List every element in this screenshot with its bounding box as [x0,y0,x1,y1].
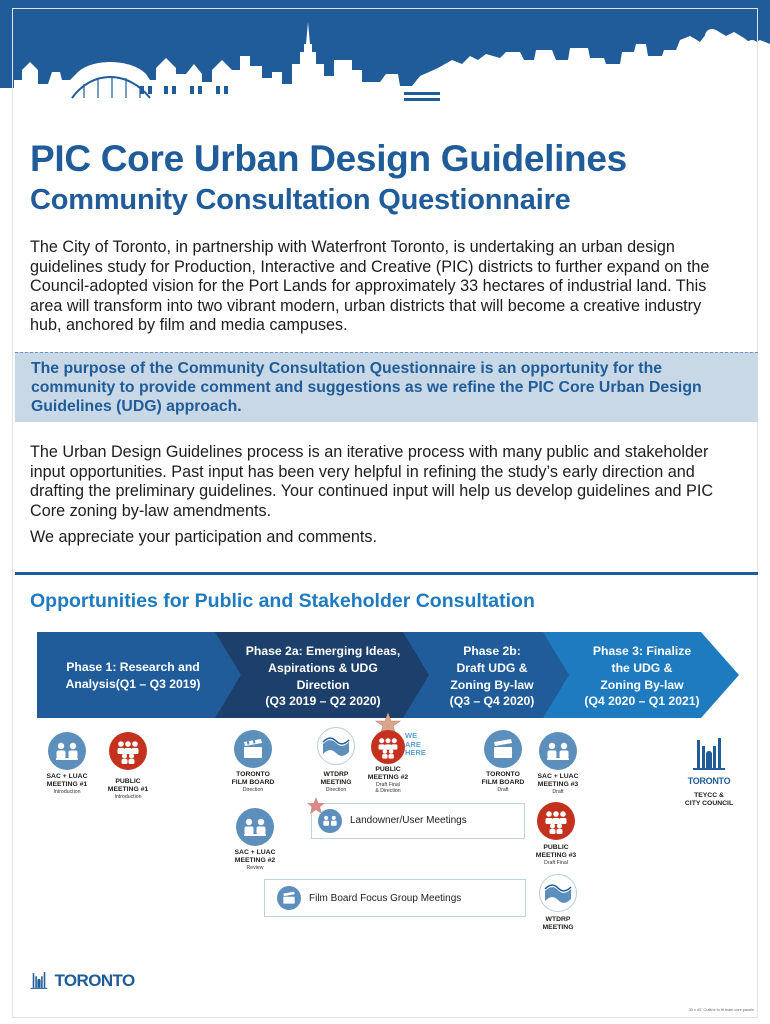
teycc-city-council [674,734,744,808]
phase-2a-line2: Aspirations & UDG [268,660,378,675]
sac1-sub: Introduction [53,789,81,795]
people-icon [318,809,342,833]
sac3-label2: MEETING #3 [537,781,579,788]
wtdrp-meeting-2 [530,874,586,932]
public2-sub2: & Direction [375,788,401,795]
clapperboard-icon [484,730,522,768]
wtdrp-meeting-1 [307,727,365,793]
purpose-text: The purpose of the Community Consultation Questionnaire is an opportunity for the community to provide comment and suggestions as we refine the PIC Core Urban Design Guidelines (UDG) approach. [31,360,702,415]
toronto-skyline-illustration [0,0,770,112]
council-label2: CITY COUNCIL [684,800,734,807]
public2-label1: PUBLIC [375,766,401,773]
sac1-label1: SAC + LUAC [46,773,88,780]
phase-timeline [37,632,739,718]
public1-label2: MEETING #1 [107,786,149,793]
people-icon [236,808,274,846]
phase-2b-label [427,643,557,710]
wtdrp1-sub: Direction [325,787,347,793]
film1-sub: Direction [242,787,264,793]
sac-luac-meeting-3 [530,732,586,795]
film2-label2: FILM BOARD [481,779,525,786]
toronto-film-board-1 [222,730,284,793]
public2-sub1: Draft Final [376,782,400,788]
wtdrp1-label1: WTDRP [323,771,349,778]
intro-paragraph: The City of Toronto, in partnership with Waterfront Toronto, is undertaking an urban design guidelines study for Production, Interactive and Creative (PIC) districts to further expand on the Council-adopted vision for the Port Lands for approximately 33 hectares of industrial land. This area will transform into two vibrant modern, urban districts that will become a creative industry hub, anchored by film and media campuses. [30,238,710,335]
public1-label1: PUBLIC [115,778,141,785]
city-hall-icon [28,970,50,992]
sac-luac-meeting-2 [226,808,284,871]
we-are-here-label: WE ARE HERE [405,731,426,758]
appreciation-text: We appreciate your participation and comments. [30,528,378,546]
toronto-logo-small: TORONTO [687,776,731,786]
phase-1-line2: Analysis(Q1 – Q3 2019) [65,676,201,691]
opportunities-heading: Opportunities for Public and Stakeholder Consultation [30,590,535,612]
phase-2a-line4: (Q3 2019 – Q2 2020) [265,694,381,709]
landowner-meetings-label: Landowner/User Meetings [350,815,467,826]
phase-3-line4: (Q4 2020 – Q1 2021) [584,694,700,709]
public-meeting-3 [528,802,584,866]
sac3-sub: Draft [552,789,564,795]
phase-3-label [567,643,717,710]
film1-label1: TORONTO [236,771,270,778]
public3-label2: MEETING #3 [535,852,577,859]
wtdrp2-label2: MEETING [542,924,574,931]
phase-3-line2: the UDG & [611,660,673,675]
public1-sub: Introduction [114,794,142,800]
people-icon [48,732,86,770]
sac-luac-meeting-1 [40,732,94,795]
sac2-label1: SAC + LUAC [234,849,276,856]
page-subtitle: Community Consultation Questionnaire [30,184,571,216]
page-title: PIC Core Urban Design Guidelines [30,138,627,179]
city-hall-icon [689,734,729,776]
people-icon [539,732,577,770]
clapperboard-icon [234,730,272,768]
clapperboard-icon [277,886,301,910]
footer-toronto-logo [28,970,135,996]
phase-2b-line1: Phase 2b: [463,644,521,658]
people-icon [537,802,575,840]
waves-icon [317,727,355,765]
public3-sub: Draft Final [544,860,568,866]
waves-icon [539,874,577,912]
wtdrp2-label1: WTDRP [545,916,571,923]
toronto-film-board-2 [472,730,534,793]
sac2-label2: MEETING #2 [234,857,276,864]
phase-1-label [53,659,213,693]
people-icon [109,732,147,770]
phase-2b-line3: Zoning By-law [450,677,534,692]
wtdrp1-label2: MEETING [320,779,352,786]
phase-3-line3: Zoning By-law [600,677,684,692]
purpose-callout [15,352,758,422]
film-board-focus-row [264,879,526,917]
public2-label2: MEETING #2 [367,774,409,781]
phase-3-line1: Phase 3: Finalize [592,644,692,658]
phase-2a-line1: Phase 2a: Emerging Ideas, [245,644,401,658]
public-meeting-1 [100,732,156,800]
section-divider [15,572,758,575]
council-label1: TEYCC & [694,792,724,799]
phase-2b-line2: Draft UDG & [456,660,528,675]
film2-sub: Draft [497,787,509,793]
phase-2a-line3: Direction [296,677,350,692]
footer-logo-text: TORONTO [54,971,135,990]
footer-note: 30 x 40" Outline to fit team core panels [688,1008,754,1012]
public3-label1: PUBLIC [543,844,569,851]
header-skyline-banner [0,0,770,112]
phase-2a-label [233,643,413,710]
sac1-label2: MEETING #1 [46,781,88,788]
film1-label2: FILM BOARD [231,779,275,786]
phase-1-line1: Phase 1: Research and [66,660,200,674]
film-board-focus-label: Film Board Focus Group Meetings [309,893,462,904]
people-icon [371,730,405,764]
landowner-meetings-row [311,803,525,839]
process-paragraph: The Urban Design Guidelines process is an iterative process with many public and stakeholder input opportunities. Past input has been very helpful in refining the study’s early direction and drafting the preliminary guidelines. Your continued input will help us develop guidelines and PIC Core zoning by-law amendments. [30,443,714,520]
film2-label1: TORONTO [486,771,520,778]
sac3-label1: SAC + LUAC [537,773,579,780]
phase-2b-line4: (Q3 – Q4 2020) [449,694,535,709]
sac2-sub: Review [246,865,264,871]
